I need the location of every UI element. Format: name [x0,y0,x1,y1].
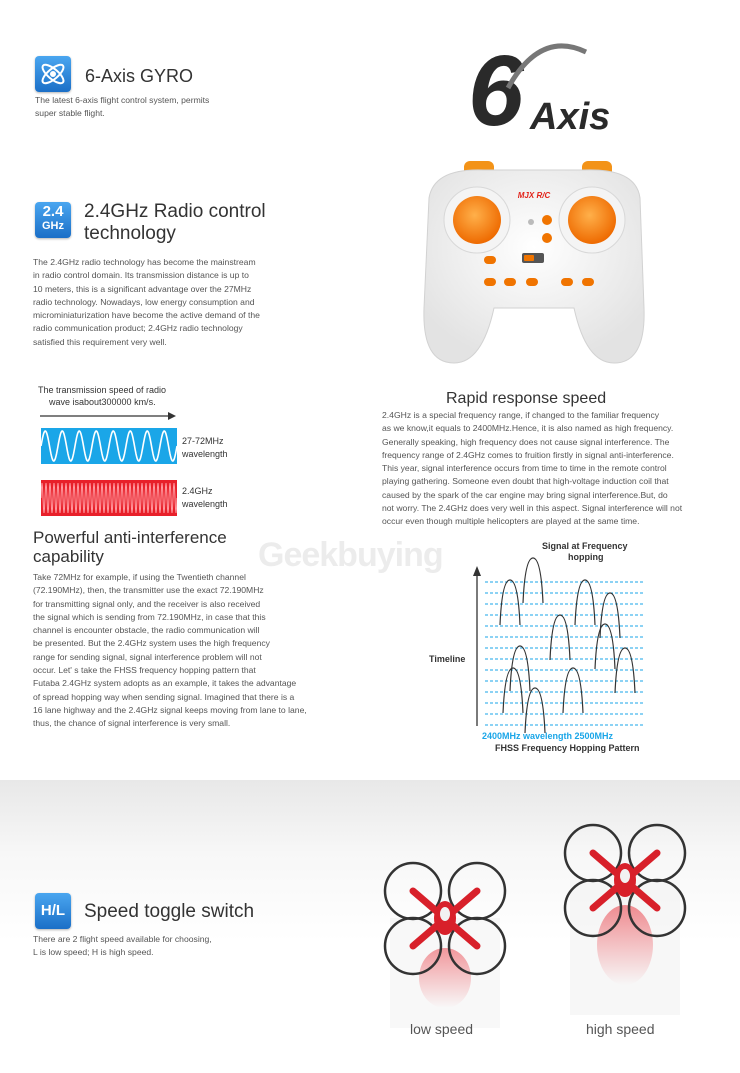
blue-wave [41,428,177,464]
swoosh-icon [500,40,590,100]
drone-high-speed [560,820,690,1020]
fhss-signal-label-1: Signal at Frequency [542,541,628,551]
low-speed-label: low speed [410,1021,474,1037]
blue-label-2: wavelength [182,449,228,459]
fhss-diagram [425,538,665,758]
radio-title-1: 2.4GHz Radio control [84,201,266,222]
fhss-caption: FHSS Frequency Hopping Pattern [495,743,640,753]
fhss-peak [525,688,545,733]
logo-word: Axis [530,96,611,138]
six-axis-logo [460,35,640,150]
remote-brand: MJX R/C [517,191,551,200]
red-label-1: 2.4GHz [182,486,213,496]
ghz-icon-top: 2.4 [42,203,64,220]
gyro-desc: The latest 6-axis flight control system, permits super stable flight. [35,95,210,119]
fhss-signal-label-2: hopping [568,552,604,562]
anti-desc: Take 72MHz for example, if using the Twentieth channel (72.190MHz), then, the transmitter use the exact 72.190MHz for transmitting signal only, and the receiver is also received the signal which is sending from 72.190MHz, in case that this channel is encounter obstacle, the radio communication will be presented. But the 2.4GHz system uses the high frequency range for sending signal, signal interference problem will not occur. Let' s take the FHSS frequency hopping pattern that Futaba 2.4GHz system adopts as an example, it takes the advantage of spread hopping way when sending signal. Imagined that there is a 16 lane highway and the 2.4GHz signal keeps moving from lane to lane, thus, the chance of signal interference is very small. [33,572,307,729]
radio-desc: The 2.4GHz radio technology has become the mainstream in radio control domain. Its transmission distance is up to 10 meters, this is a significant advantage over the 27MHz radio technology. Nowadays, low energy consumption and microminiaturization have become the active demand of the radio communication product; 2.4GHz radio technology satisfied this requirement very well. [33,257,260,347]
hl-icon-text: H/L [40,902,66,919]
gyro-title: 6-Axis GYRO [85,66,194,86]
fhss-peak [575,580,595,625]
remote-controller [414,158,654,373]
fhss-axis-label: 2400MHz wavelength 2500MHz [482,731,614,741]
high-speed-label: high speed [586,1021,655,1037]
watermark: Geekbuying [258,536,443,574]
fhss-peak [563,668,583,713]
wave-arrow [40,410,180,422]
ghz-icon [35,202,71,238]
wave-caption-1: The transmission speed of radio [38,385,167,395]
drone-low-speed [380,858,510,1048]
wave-caption-2: wave isabout300000 km/s. [49,397,156,407]
fhss-peak [500,580,520,625]
anti-title-2: capability [33,547,104,566]
fhss-peak [503,668,523,713]
rapid-title: Rapid response speed [446,390,607,407]
gyro-icon [35,56,71,92]
fhss-peak [595,624,615,669]
blue-label-1: 27-72MHz [182,436,224,446]
red-wave [41,480,177,516]
ghz-icon-bottom: GHz [42,220,64,232]
logo-number: 6 [468,35,524,147]
anti-title-1: Powerful anti-interference [33,528,227,547]
radio-title-2: technology [84,223,176,244]
hl-icon [35,893,71,929]
red-label-2: wavelength [182,499,228,509]
rapid-desc: 2.4GHz is a special frequency range, if changed to the familiar frequency as we know,it equals to 2400MHz.Hence, it is also named as high frequency. Generally speaking, high frequency does not cause signal interference. The frequency range of 2.4GHz comes to fruition firstly in signal anti-interference. This year, signal interference occurs from time to time in the remote control playing gathering. Someone even doubt that high-voltage induction coil that caused by the spark of the car engine may bring signal interference.But, do not worry. The 2.4GHz does very well in this aspect. Signal interference will not occur even though multiple helicopters are played at the same time. [382,410,683,527]
speed-desc: There are 2 flight speed available for choosing, L is low speed; H is high speed. [33,934,212,958]
speed-title: Speed toggle switch [84,901,255,922]
fhss-peak [523,558,543,603]
fhss-timeline-label: Timeline [429,654,466,664]
